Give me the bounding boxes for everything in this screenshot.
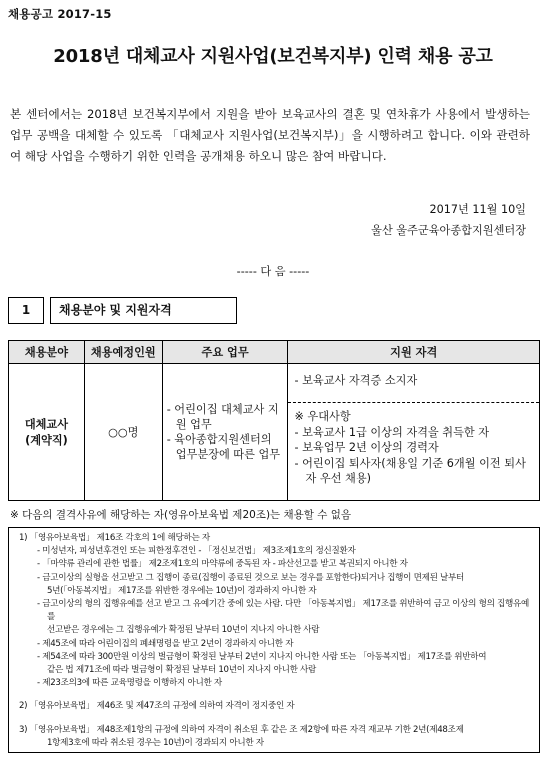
duties-cell xyxy=(162,364,288,501)
exclusion-line: - 제23조의3에 따른 교육명령을 이행하지 아니한 자 xyxy=(37,678,222,689)
exclusion-line: - 금고이상의 실형을 선고받고 그 집행이 종료(집행이 종료된 것으로 보는 경우를 포함한다)되거나 집행이 면제된 날부터 xyxy=(37,572,465,583)
notice-date: 2017년 11월 10일 xyxy=(429,203,526,216)
preferred-item: - 어린이집 퇴사자(채용일 기준 6개월 이전 퇴사자 우선 채용) xyxy=(294,456,526,485)
preferred-item: - 보육교사 1급 이상의 자격을 취득한 자 xyxy=(294,425,490,439)
intro-paragraph: 본 센터에서는 2018년 보건복지부에서 지원을 받아 보육교사의 결혼 및 연차휴가 사용에서 발생하는 업무 공백을 대체할 수 있도록 「대체교사 지원사업(보건복지부)」을 시행하려고 합니다. 이와 관련하여 해당 사업을 수행하기 위한 인력을 공개채용 하오니 많은 참여 바랍니다. xyxy=(10,107,530,163)
exclusion-line: - 금고이상의 형의 집행유예를 선고 받고 그 유예기간 중에 있는 사람. 다만 「아동복지법」 제17조를 위반하여 금고 이상의 형의 집행유예를 xyxy=(37,599,530,623)
table-row xyxy=(9,364,540,501)
exclusion-box xyxy=(8,527,540,753)
section-title: 채용분야 및 지원자격 xyxy=(50,297,237,324)
header-duties: 주요 업무 xyxy=(162,341,288,364)
exclusion-item-3-cont: 1항제3호에 따라 취소된 경우는 10년)이 경과되지 아니한 자 xyxy=(47,737,264,748)
exclusion-line: 같은 법 제71조에 따라 벌금형이 확정된 날부터 10년이 지나지 아니한 사람 xyxy=(47,665,317,676)
exclusion-line: - 제45조에 따라 어린이집의 폐쇄명령을 받고 2년이 경과하지 아니한 자 xyxy=(37,638,294,649)
table-header-row xyxy=(9,341,540,364)
exclusion-line: - 제54조에 따라 300만원 이상의 벌금형이 확정된 날부터 2년이 지나지 아니한 사람 또는 「아동복지법」 제17조를 위반하여 xyxy=(37,651,487,662)
exclusion-line: 5년(「아동복지법」 제17조를 위반한 경우에는 10년)이 경과하지 아니한 자 xyxy=(47,585,317,596)
preferred-title: ※ 우대사항 xyxy=(294,410,351,423)
header-qualifications: 지원 자격 xyxy=(288,341,540,364)
preferred-qualifications xyxy=(288,403,539,491)
section-number: 1 xyxy=(8,297,44,324)
exclusion-line: - 「마약류 관리에 관한 법률」 제2조제1호의 마약류에 중독된 자 - 파산선고를 받고 복권되지 아니한 자 xyxy=(37,559,408,570)
exclusion-line: - 미성년자, 피성년후견인 또는 피한정후견인 - 「정신보건법」 제3조제1호의 정신질환자 xyxy=(37,546,356,557)
issuing-organization: 울산 울주군육아종합지원센터장 xyxy=(371,224,526,237)
notice-number: 채용공고 2017-15 xyxy=(8,7,112,21)
exclusion-line: 선고받은 경우에는 그 집행유예가 확정된 날부터 10년이 지나지 아니한 사람 xyxy=(47,625,320,636)
exclusion-item-3: 3) 「영유아보육법」 제48조제1항의 규정에 의하여 자격이 취소된 후 같은 조 제2항에 따른 자격 재교부 기한 2년(제48조제 xyxy=(19,724,464,735)
page-title: 2018년 대체교사 지원사업(보건복지부) 인력 채용 공고 xyxy=(53,46,493,67)
field-type: (계약직) xyxy=(25,434,68,447)
duty-item: - 육아종합지원센터의 업무분장에 따른 업무 xyxy=(166,433,281,461)
duty-item: - 어린이집 대체교사 지원 업무 xyxy=(166,403,279,431)
header-count: 채용예정인원 xyxy=(84,341,162,364)
exclusion-item-1: 1) 「영유아보육법」 제16조 각호의 1에 해당하는 자 xyxy=(19,533,210,543)
qualifications-cell xyxy=(288,364,540,501)
exclusion-note: ※ 다음의 결격사유에 해당하는 자(영유아보육법 제20조)는 채용할 수 없음 xyxy=(10,509,352,521)
header-field: 채용분야 xyxy=(9,341,85,364)
field-cell xyxy=(9,364,85,501)
exclusion-item-2: 2) 「영유아보육법」 제46조 및 제47조의 규정에 의하여 자격이 정지중인 자 xyxy=(19,701,295,712)
count-cell: ○○명 xyxy=(84,364,162,501)
section-divider: ----- 다 음 ----- xyxy=(236,265,310,278)
recruitment-table xyxy=(8,340,540,501)
field-name: 대체교사 xyxy=(24,418,69,431)
preferred-item: - 보육업무 2년 이상의 경력자 xyxy=(294,441,439,454)
required-qualification: - 보육교사 자격증 소지자 xyxy=(288,364,539,403)
